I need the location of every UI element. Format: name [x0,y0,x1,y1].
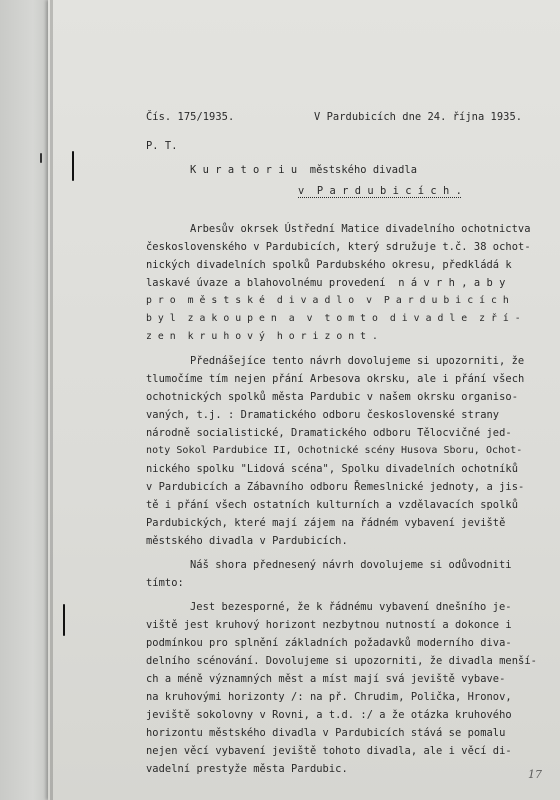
text-line: Jest bezesporné, že k řádnému vybavení dnešního je- [190,601,512,613]
binding-mark [72,151,74,181]
text-line: vadelní prestyže města Pardubic. [146,763,348,775]
text-line: delního scénování. Dovolujeme si upozorniti, že divadla menší- [146,655,537,667]
header-reference: Čís. 175/1935. [146,111,235,123]
text-line: na kruhovými horizonty /: na př. Chrudim, Polička, Hronov, [146,691,512,703]
text-line: z e n k r u h o v ý h o r i z o n t . [146,331,378,342]
text-line: p r o m ě s t s k é d i v a d l o v P a r d u b i c í c h [146,295,509,306]
header-place-date: V Pardubicích dne 24. října 1935. [314,111,523,123]
text-line: Arbesův okrsek Ústřední Matice divadelního ochotnictva [190,223,531,235]
text-line: tě i přání všech ostatních kulturních a vzdělavacích spolků [146,499,519,511]
binding-mark [63,604,65,636]
text-line: ochotnických spolků města Pardubic v našem okrsku organiso- [146,391,519,403]
text-line: tímto: [146,577,184,589]
text-line: laskavé úvaze a blahovolnému provedení n á v r h , a b y [146,277,506,289]
text-line: b y l z a k o u p e n a v t o m t o d i v a d l e z ř í - [146,313,521,324]
text-line: nických divadelních spolků Pardubského okresu, předkládá k [146,259,512,271]
text-line: viště jest kruhový horizont nezbytnou nutností a dokonce i [146,619,512,631]
text-line: nického spolku "Lidová scéna", Spolku divadelních ochotníků [146,463,519,475]
text-line: československého v Pardubicích, který sdružuje t.č. 38 ochot- [146,241,531,253]
text-line: Přednášejíce tento návrh dovolujeme si upozorniti, že [190,355,525,367]
text-line: podmínkou pro splnění základních požadavků moderního diva- [146,637,512,649]
folio-number: 17 [528,768,542,781]
text-line: městského divadla v Pardubicích. [146,535,348,547]
text-line: jeviště sokolovny v Rovni, a t.d. :/ a že otázka kruhového [146,709,512,721]
text-line: Pardubických, které mají zájem na řádném vybavení jeviště [146,517,506,529]
addressee-line-2: v P a r d u b i c í c h . [298,185,462,197]
text-line: ch a méně významných měst a míst mají svá jeviště vybave- [146,673,506,685]
text-line: tlumočíme tím nejen přání Arbesova okrsku, ale i přání všech [146,373,525,385]
text-line: národně socialistické, Dramatického odboru Tělocvičné jed- [146,427,512,439]
binding-mark [40,153,42,163]
salutation: P. T. [146,140,178,152]
text-line: horizontu městského divadla v Pardubicích stává se pomalu [146,727,506,739]
page-fold-shadow [50,0,53,800]
text-line: v Pardubicích a Zábavního odboru Řemeslnické jednoty, a jis- [146,481,525,493]
text-line: nejen věcí vybavení jeviště tohoto divadla, ale i věcí di- [146,745,512,757]
text-line: vaných, t.j. : Dramatického odboru československé strany [146,409,500,421]
text-line: noty Sokol Pardubice II, Ochotnické scény Husova Sboru, Ochot- [146,445,523,456]
text-line: Náš shora přednesený návrh dovolujeme si odůvodniti [190,559,512,571]
addressee-line-1: K u r a t o r i u městského divadla [190,164,418,176]
